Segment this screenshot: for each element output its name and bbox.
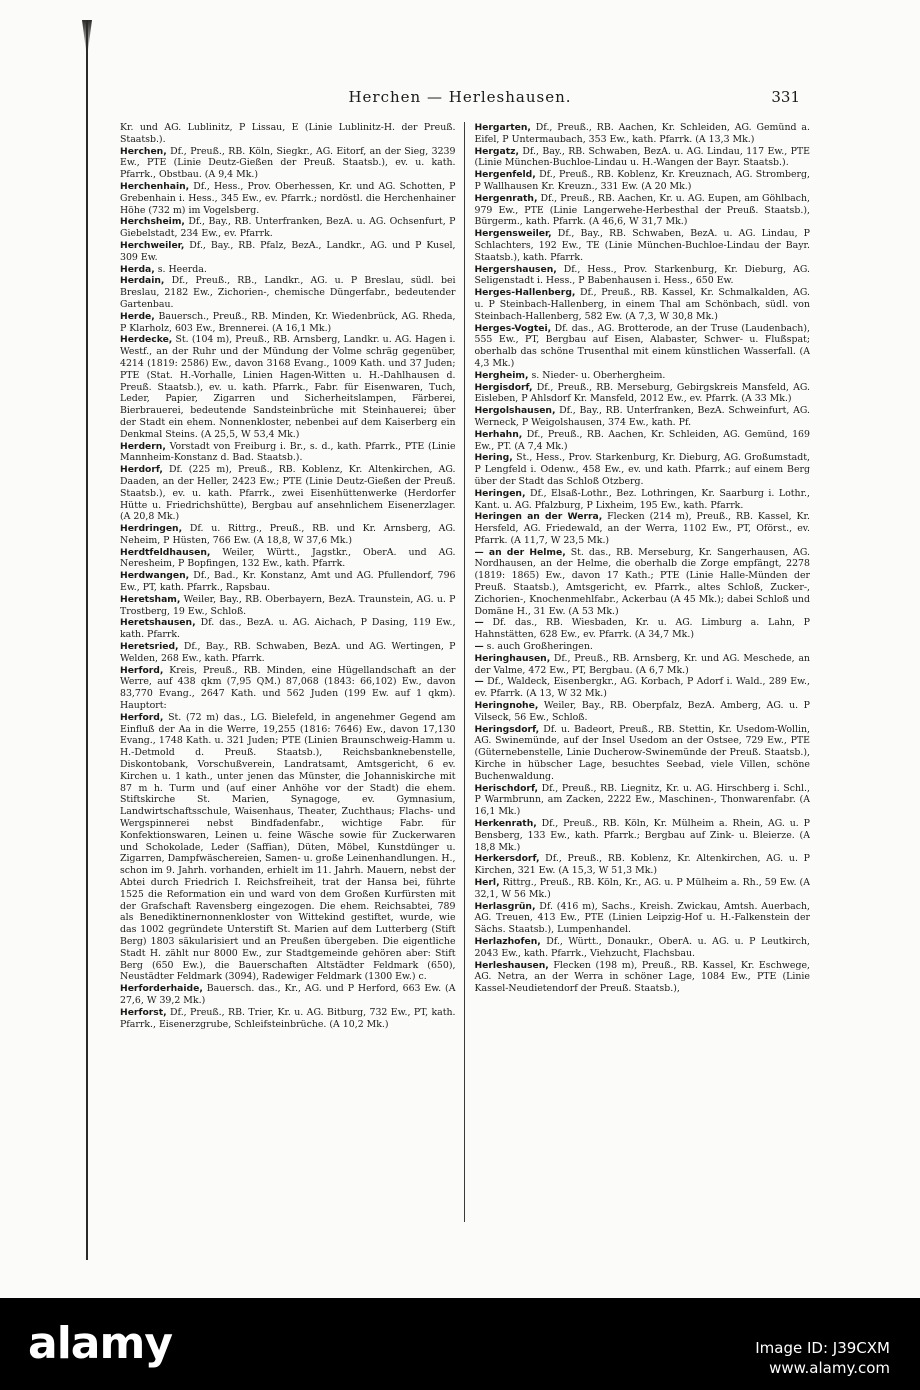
two-column-body	[120, 122, 810, 1222]
gazetteer-entry	[120, 523, 456, 547]
entry-text: Df. (416 m), Sachs., Kreish. Zwickau, Amtsh. Auerbach, AG. Treuen, 413 Ew., PTE (Linien Leipzig-Hof u. H.-Falkenstein der Sächs. Staatsb.), Lumpenhandel.	[474, 900, 810, 936]
entry-text: Df., Bad., Kr. Konstanz, Amt und AG. Pfullendorf, 796 Ew., PT, kath. Pfarrk., Rapsbau.	[120, 570, 456, 594]
entry-text: Df., Bay., RB. Schwaben, BezA. und AG. Wertingen, P Welden, 268 Ew., kath. Pfarrk.	[120, 641, 456, 664]
entry-text: Bauersch. das., Kr., AG. und P Herford, 663 Ew. (A 27,6, W 39,2 Mk.)	[120, 983, 456, 1006]
gazetteer-entry	[120, 983, 456, 1007]
left-column	[120, 122, 464, 1222]
entry-headword: Herkenrath,	[474, 818, 537, 830]
gazetteer-entry	[474, 547, 810, 618]
entry-headword: Herdtfeldhausen,	[120, 546, 211, 558]
gazetteer-entry	[120, 216, 456, 240]
entry-text: St. das., RB. Merseburg, Kr. Sangerhausen, AG. Nordhausen, an der Helme, die oberhalb die Zorge empfängt, 2278 (1819: 1865) Ew., davon 17 Kath.; PTE (Linie Halle-Münden der Preuß. Staatsb.), Amtsgericht, ev. Pfarrk., altes Schloß, Zucker-, Zichorien-, Knochenmehlfabr., Ackerbau (A 45 Mk.); dabei Schloß und Domäne H., 31 Ew. (A 53 Mk.)	[474, 546, 810, 617]
entry-headword: Herlasgrün,	[474, 900, 536, 912]
entry-headword: Heringsdorf,	[474, 723, 540, 735]
entry-text: Bauersch., Preuß., RB. Minden, Kr. Wiedenbrück, AG. Rheda, P Klarholz, 603 Ew., Brennerei. (A 16,1 Mk.)	[120, 310, 456, 334]
entry-headword: Hergershausen,	[474, 263, 557, 275]
entry-headword: Hergenrath,	[474, 192, 538, 204]
gazetteer-entry	[474, 405, 810, 429]
gazetteer-entry	[474, 936, 810, 960]
entry-text: Df., Hess., Prov. Starkenburg, Kr. Dieburg, AG. Seligenstadt i. Hess., P Babenhausen i. Hess., 650 Ew.	[474, 263, 810, 287]
entry-text: Df., Preuß., RB. Aachen, Kr. Schleiden, AG. Gemünd, 169 Ew., PT. (A 7,4 Mk.)	[474, 428, 810, 452]
entry-headword: Herdringen,	[120, 523, 183, 535]
gazetteer-entry	[120, 570, 456, 594]
entry-text: Df. u. Badeort, Preuß., RB. Stettin, Kr. Usedom-Wollin, AG. Swinemünde, auf der Insel Usedom an der Ostsee, 729 Ew., PTE (Güternebenstelle, Linie Ducherow-Swinemünde der Preuß. Staatsb.), Kirche in hübscher Lage, besuchtes Seebad, viele Villen, schöne Buchenwaldung.	[474, 723, 810, 782]
alamy-logo: alamy	[28, 1318, 172, 1369]
gazetteer-entry	[120, 146, 456, 181]
entry-text: Df., Preuß., RB. Kassel, Kr. Schmalkalden, AG. u. P Steinbach-Hallenberg, in einem Thal am Schönbach, südl. von Steinbach-Hallenberg, 582 Ew. (A 7,3, W 30,8 Mk.)	[474, 287, 810, 322]
entry-text: St., Hess., Prov. Starkenburg, Kr. Dieburg, AG. Großumstadt, P Lengfeld i. Odenw., 458 Ew., ev. und kath. Pfarrk.; auf einem Berg über der Stadt das Schloß Otzberg.	[474, 452, 810, 487]
entry-headword: Hergatz,	[474, 145, 519, 157]
entry-text: Df., Bay., RB. Schwaben, BezA. u. AG. Lindau, P Schlachters, 192 Ew., TE (Linie München-Buchloe-Lindau der Bayr. Staatsb.), kath. Pfarrk.	[474, 228, 810, 263]
entry-headword: —	[474, 617, 484, 629]
gazetteer-entry	[120, 594, 456, 618]
gazetteer-entry	[474, 370, 810, 382]
entry-text: Rittrg., Preuß., RB. Köln, Kr., AG. u. P Mülheim a. Rh., 59 Ew. (A 32,1, W 56 Mk.)	[474, 877, 810, 900]
entry-headword: Herde,	[120, 310, 155, 322]
gazetteer-entry	[120, 334, 456, 440]
gazetteer-entry	[474, 287, 810, 322]
entry-text: Flecken (214 m), Preuß., RB. Kassel, Kr. Hersfeld, AG. Friedewald, an der Werra, 1102 Ew., PT, Oförst., ev. Pfarrk. (A 11,7, W 23,5 Mk.)	[474, 511, 810, 546]
gazetteer-entry	[474, 382, 810, 406]
gazetteer-entry	[474, 193, 810, 228]
gazetteer-entry	[474, 169, 810, 193]
gazetteer-entry	[474, 429, 810, 453]
entry-headword: Herforst,	[120, 1006, 167, 1018]
entry-text: Df., Bay., RB. Pfalz, BezA., Landkr., AG. und P Kusel, 309 Ew.	[120, 239, 456, 263]
entry-text: Df., Preuß., RB. Köln, Siegkr., AG. Eitorf, an der Sieg, 3239 Ew., PTE (Linie Deutz-Gießen der Preuß. Staatsb.), ev. u. kath. Pfarrk., Obstbau. (A 9,4 Mk.)	[120, 145, 456, 181]
entry-headword: Herchweiler,	[120, 239, 185, 251]
running-head	[120, 88, 800, 112]
entry-text: Df., Württ., Donaukr., OberA. u. AG. u. P Leutkirch, 2043 Ew., kath. Pfarrk., Viehzucht, Flachsbau.	[474, 935, 810, 959]
entry-text: Df. das., RB. Wiesbaden, Kr. u. AG. Limburg a. Lahn, P Hahnstätten, 628 Ew., ev. Pfarrk. (A 34,7 Mk.)	[474, 617, 810, 641]
entry-text: Df., Preuß., RB., Landkr., AG. u. P Breslau, südl. bei Breslau, 2182 Ew., Zichorien-, chemische Düngerfabr., bedeutender Gartenbau.	[120, 275, 456, 310]
gazetteer-entry	[120, 275, 456, 310]
entry-text: Df., Hess., Prov. Oberhessen, Kr. und AG. Schotten, P Grebenhain i. Hess., 345 Ew., ev. Pfarrk.; nordöstl. die Herchenhainer Höhe (732 m) im Vogelsberg.	[120, 180, 456, 216]
entry-text: Flecken (198 m), Preuß., RB. Kassel, Kr. Eschwege, AG. Netra, an der Werra in schöner Lage, 1084 Ew., PTE (Linie Kassel-Neudietendorf der Preuß. Staatsb.),	[474, 959, 810, 995]
gazetteer-entry	[120, 311, 456, 335]
entry-headword: Herhahn,	[474, 428, 523, 440]
entry-headword: Herford,	[120, 664, 164, 676]
right-column	[468, 122, 810, 1222]
entry-headword: Herischdorf,	[474, 782, 538, 794]
entry-text: Df. u. Rittrg., Preuß., RB. und Kr. Arnsberg, AG. Neheim, P Hüsten, 766 Ew. (A 18,8, W 37,6 Mk.)	[120, 523, 456, 546]
entry-text: Df., Preuß., RB. Koblenz, Kr. Kreuznach, AG. Stromberg, P Wallhausen Kr. Kreuzn., 331 Ew. (A 20 Mk.)	[474, 169, 810, 192]
entry-headword: Hergensweiler,	[474, 228, 552, 240]
entry-headword: Herkersdorf,	[474, 853, 540, 865]
entry-text: s. Nieder- u. Oberhergheim.	[528, 369, 666, 381]
entry-text: Kr. und AG. Lublinitz, P Lissau, E (Linie Lublinitz-H. der Preuß. Staatsb.).	[120, 122, 456, 145]
gazetteer-entry	[474, 488, 810, 512]
entry-headword: Herdecke,	[120, 334, 173, 346]
entry-text: Kreis, Preuß., RB. Minden, eine Hügellandschaft an der Werre, auf 438 qkm (7,95 QM.) 87,068 (1843: 66,102) Ew., davon 83,770 Evang., 2647 Kath. und 562 Juden (199 Ew. auf 1 qkm). Hauptort:	[120, 664, 456, 712]
entry-headword: Herdorf,	[120, 464, 163, 476]
binding-rule	[86, 20, 88, 1260]
gazetteer-entry	[120, 464, 456, 523]
gazetteer-entry	[474, 653, 810, 677]
image-id-label: Image ID: J39CXM	[755, 1339, 890, 1357]
gazetteer-entry	[120, 181, 456, 216]
entry-text: Df., Elsaß-Lothr., Bez. Lothringen, Kr. Saarburg i. Lothr., Kant. u. AG. Pfalzburg, P Lixheim, 195 Ew., kath. Pfarrk.	[474, 487, 810, 511]
entry-text: Df., Preuß., RB. Arnsberg, Kr. und AG. Meschede, an der Valme, 472 Ew., PT, Bergbau. (A 6,7 Mk.)	[474, 652, 810, 676]
entry-headword: Heretsried,	[120, 641, 179, 653]
gazetteer-entry	[120, 712, 456, 983]
gazetteer-entry	[120, 617, 456, 641]
entry-headword: Heringhausen,	[474, 652, 551, 664]
entry-headword: Herdwangen,	[120, 570, 190, 582]
entry-headword: Herchenhain,	[120, 180, 190, 192]
gazetteer-entry	[474, 264, 810, 288]
entry-headword: Hergolshausen,	[474, 405, 556, 417]
entry-headword: Herford,	[120, 711, 164, 723]
entry-headword: Heringen an der Werra,	[474, 511, 603, 523]
gazetteer-entry	[474, 641, 810, 653]
entry-headword: Herdern,	[120, 440, 166, 452]
gazetteer-entry	[120, 264, 456, 276]
entry-headword: Herda,	[120, 263, 155, 275]
entry-headword: Heringnohe,	[474, 700, 539, 712]
gazetteer-entry	[474, 146, 810, 170]
entry-text: Df. das., BezA. u. AG. Aichach, P Dasing, 119 Ew., kath. Pfarrk.	[120, 617, 456, 641]
gazetteer-entry	[474, 783, 810, 818]
gazetteer-entry	[474, 853, 810, 877]
page-number: 331	[771, 88, 800, 106]
entry-text: Df. das., AG. Brotterode, an der Truse (Laudenbach), 555 Ew., PT, Bergbau auf Eisen, Alabaster, Schwer- u. Flußspat; oberhalb das schöne Trusenthal mit einem künstlichen Wasserfall. (A 4,3 Mk.)	[474, 322, 810, 369]
column-divider	[464, 122, 465, 1222]
entry-text: Df., Preuß., RB. Koblenz, Kr. Altenkirchen, AG. u. P Kirchen, 321 Ew. (A 15,3, W 51,3 Mk.)	[474, 853, 810, 877]
entry-headword: Herchen,	[120, 145, 167, 157]
gazetteer-entry	[474, 724, 810, 783]
entry-headword: Herl,	[474, 877, 500, 888]
entry-text: Df., Bay., RB. Unterfranken, BezA. u. AG. Ochsenfurt, P Giebelstadt, 234 Ew., ev. Pfarrk.	[120, 216, 456, 240]
gazetteer-entry	[474, 818, 810, 853]
entry-text: Df., Preuß., RB. Köln, Kr. Mülheim a. Rhein, AG. u. P Bensberg, 133 Ew., kath. Pfarrk.; Bergbau auf Zink- u. Bleierze. (A 18,8 Mk.)	[474, 818, 810, 853]
entry-text: Df. (225 m), Preuß., RB. Koblenz, Kr. Altenkirchen, AG. Daaden, an der Heller, 2423 Ew.; PTE (Linie Deutz-Gießen der Preuß. Staatsb.), ev. u. kath. Pfarrk., zwei Eisenhüttenwerke (Herdorfer Hütte u. Friedrichshütte), Bergbau auf ansehnlichem Eisenerzlager. (A 20,8 Mk.)	[120, 464, 456, 523]
gazetteer-entry	[474, 228, 810, 263]
gazetteer-entry	[120, 122, 456, 146]
gazetteer-entry	[474, 122, 810, 146]
entry-text: Weiler, Bay., RB. Oberbayern, BezA. Traunstein, AG. u. P Trostberg, 19 Ew., Schloß.	[120, 593, 456, 617]
entry-text: St. (104 m), Preuß., RB. Arnsberg, Landkr. u. AG. Hagen i. Westf., an der Ruhr und der Mündung der Volme schräg gegenüber, 4214 (1819: 2586) Ew., davon 3168 Evang., 1009 Kath. und 37 Juden; PTE (Stat. H.-Vorhalle, Linien Hagen-Witten u. H.-Dahlhausen d. Preuß. Staatsb.), ev. u. kath. Pfarrk., Fabr. für Eisenwaren, Tuch, Leder, Papier, Zigarren und Sicherheitslampen, Färberei, Bierbrauerei, bedeutende Sandsteinbrüche mit Steinhauerei; über der Stadt ein ehem. Nonnenkloster, nebenbei auf dem Kaiserberg ein Denkmal Steins. (A 25,5, W 53,4 Mk.)	[120, 334, 456, 440]
entry-text: Df., Bay., RB. Schwaben, BezA. u. AG. Lindau, 117 Ew., PTE (Linie München-Buchloe-Lindau u. H.-Wangen der Bayr. Staatsb.).	[474, 145, 810, 169]
entry-headword: Herforderhaide,	[120, 983, 203, 995]
site-url: www.alamy.com	[769, 1359, 890, 1377]
gazetteer-entry	[474, 877, 810, 901]
entry-text: Df., Preuß., RB. Trier, Kr. u. AG. Bitburg, 732 Ew., PT, kath. Pfarrk., Eisenerzgrube, Schleifsteinbrüche. (A 10,2 Mk.)	[120, 1006, 456, 1030]
entry-text: s. Heerda.	[154, 263, 207, 275]
gazetteer-entry	[474, 901, 810, 936]
entry-text: Weiler, Bay., RB. Oberpfalz, BezA. Amberg, AG. u. P Vilseck, 56 Ew., Schloß.	[474, 700, 810, 723]
entry-headword: Herchsheim,	[120, 216, 185, 228]
gazetteer-entry	[120, 665, 456, 712]
entry-headword: Hergarten,	[474, 122, 531, 133]
entry-headword: Hergenfeld,	[474, 169, 536, 181]
entry-headword: Hergisdorf,	[474, 381, 533, 393]
entry-headword: —	[474, 641, 484, 653]
entry-headword: — an der Helme,	[474, 546, 566, 558]
gazetteer-entry	[120, 1007, 456, 1031]
entry-text: St. (72 m) das., LG. Bielefeld, in angenehmer Gegend am Einfluß der Aa in die Werre, 19,255 (1816: 7646) Ew., davon 17,130 Evang., 1748 Kath. u. 321 Juden; PTE (Linien Braunschweig-Hamm u. H.-Detmold d. Preuß. Staatsb.), Reichsbanknebenstelle, Diskontobank, Vorschußverein, Landratsamt, Amtsgericht, 6 ev. Kirchen u. 1 kath., unter jenen das Münster, die Johanniskirche mit 87 m h. Turm und (auf einer Anhöhe vor der Stadt) die ehem. Stiftskirche St. Marien, Synagoge, ev. Gymnasium, Landwirtschaftsschule, Waisenhaus, Theater, Zuchthaus; Flachs- und Wergspinnerei nebst Bindfadenfabr., wichtige Fabr. für Konfektionswaren, Leinen u. feine Wäsche sowie für Zuckerwaren und Schokolade, Leder (Saffian), Düten, Möbel, Kunstdünger u. Zigarren, Dampfwäschereien, Samen- u. große Leinenhandlungen. H., schon im 9. Jahrh. vorhanden, erhielt im 11. Jahrh. Mauern, nebst der Abtei durch Friedrich I. Reichsfreiheit, trat der Hansa bei, führte 1525 die Reformation ein und ward von dem Großen Kurfürsten mit der Grafschaft Ravensberg eingezogen. Die ehem. Reichsabtei, 789 als Benediktinernonnenkloster von Wittekind gestiftet, wurde, wie das 1002 gegründete Unterstift St. Marien auf dem Lutterberg (Stift Berg) 1803 säkularisiert und an Preußen übergeben. Die eigentliche Stadt H. zählt nur 8000 Ew., zur Stadtgemeinde gehören aber: Stift Berg (650 Ew.), die Bauerschaften Altstädter Feldmark (650), Neustädter Feldmark (3094), Radewiger Feldmark (1300 Ew.) c.	[120, 711, 456, 983]
entry-text: Df., Waldeck, Eisenbergkr., AG. Korbach, P Adorf i. Wald., 289 Ew., ev. Pfarrk. (A 13, W 32 Mk.)	[474, 676, 810, 700]
gazetteer-entry	[120, 641, 456, 665]
entry-headword: —	[474, 676, 484, 688]
entry-headword: Herges-Hallenberg,	[474, 287, 576, 299]
entry-headword: Herdain,	[120, 275, 165, 287]
gazetteer-entry	[474, 323, 810, 370]
entry-text: Vorstadt von Freiburg i. Br., s. d., kath. Pfarrk., PTE (Linie Mannheim-Konstanz d. Bad. Staatsb.).	[120, 440, 456, 464]
gazetteer-entry	[474, 960, 810, 995]
entry-text: Weiler, Württ., Jagstkr., OberA. und AG. Neresheim, P Bopfingen, 132 Ew., kath. Pfarrk.	[120, 546, 456, 570]
entry-headword: Herges-Vogtei,	[474, 322, 552, 334]
entry-headword: Hering,	[474, 452, 513, 464]
entry-headword: Herleshausen,	[474, 959, 549, 971]
entry-text: Df., Preuß., RB. Merseburg, Gebirgskreis Mansfeld, AG. Eisleben, P Ahlsdorf Kr. Mansfeld, 2012 Ew., ev. Pfarrk. (A 33 Mk.)	[474, 381, 810, 405]
stock-caption	[755, 1338, 890, 1378]
gazetteer-entry	[474, 617, 810, 641]
entry-headword: Heretshausen,	[120, 617, 196, 629]
entry-headword: Hergheim,	[474, 369, 529, 381]
entry-text: Df., Preuß., RB. Aachen, Kr. Schleiden, AG. Gemünd a. Eifel, P Untermaubach, 353 Ew., kath. Pfarrk. (A 13,3 Mk.)	[474, 122, 810, 145]
gazetteer-entry	[120, 240, 456, 264]
entry-text: Df., Preuß., RB. Aachen, Kr. u. AG. Eupen, am Göhlbach, 979 Ew., PTE (Linie Langerwehe-Herbesthal der Preuß. Staatsb.), Bürgerm., kath. Pfarrk. (A 46,6, W 31,7 Mk.)	[474, 192, 810, 228]
gazetteer-entry	[474, 452, 810, 487]
entry-headword: Heretsham,	[120, 593, 181, 605]
gazetteer-entry	[474, 700, 810, 724]
running-title: Herchen — Herleshausen.	[348, 88, 572, 106]
entry-headword: Heringen,	[474, 487, 526, 499]
gazetteer-entry	[474, 511, 810, 546]
entry-headword: Herlazhofen,	[474, 935, 541, 947]
gazetteer-entry	[120, 547, 456, 571]
gazetteer-entry	[474, 676, 810, 700]
gazetteer-entry	[120, 441, 456, 465]
entry-text: Df., Bay., RB. Unterfranken, BezA. Schweinfurt, AG. Werneck, P Weigolshausen, 374 Ew., kath. Pf.	[474, 405, 810, 428]
entry-text: Df., Preuß., RB. Liegnitz, Kr. u. AG. Hirschberg i. Schl., P Warmbrunn, am Zacken, 2222 Ew., Maschinen-, Thonwarenfabr. (A 16,1 Mk.)	[474, 782, 810, 818]
entry-text: s. auch Großheringen.	[483, 641, 593, 653]
